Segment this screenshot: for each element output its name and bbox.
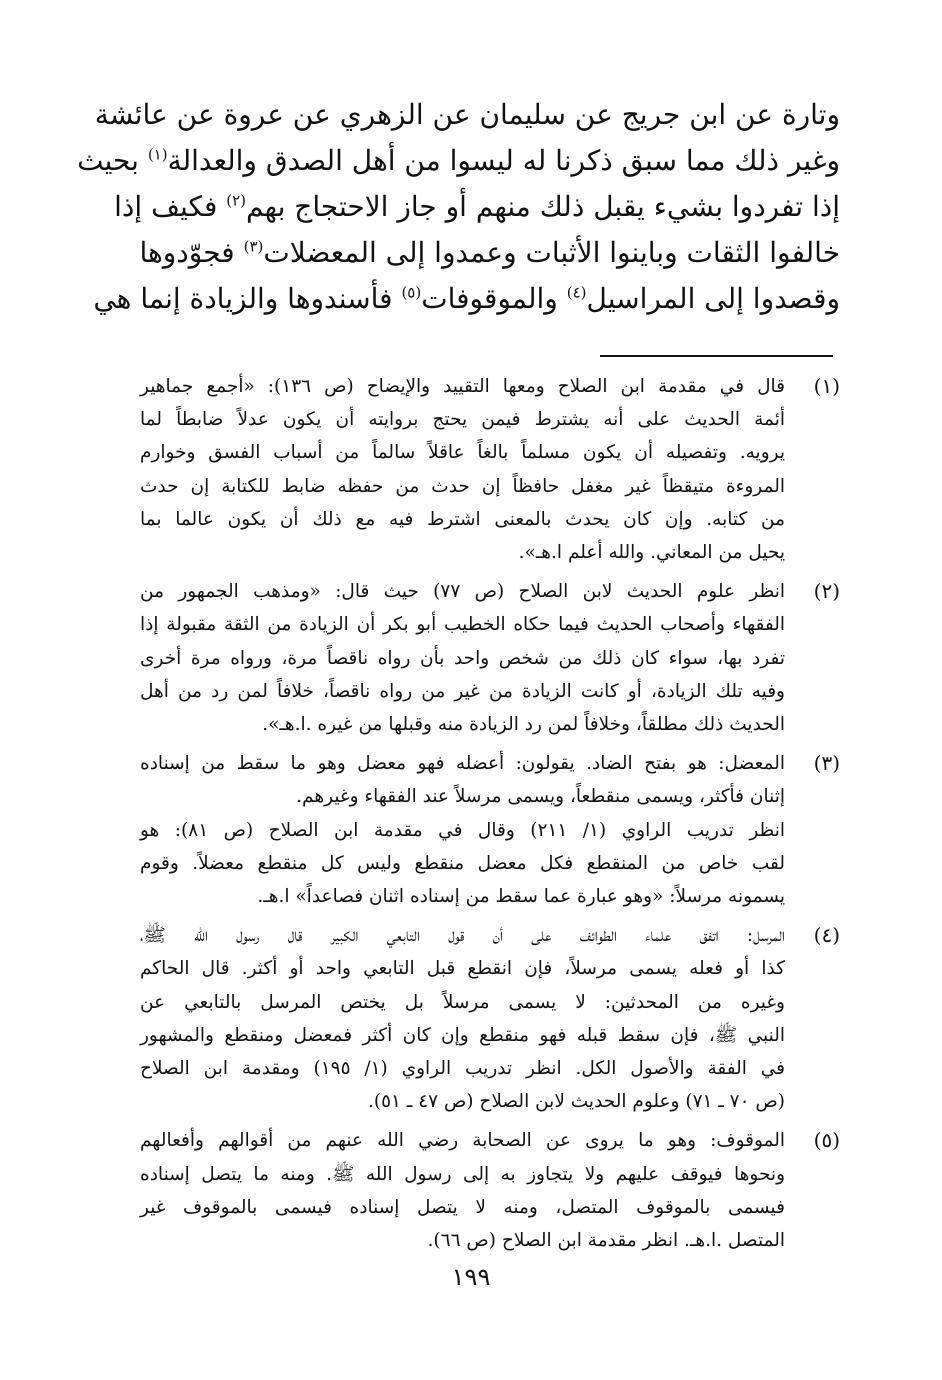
body-line: وغير ذلك مما سبق ذكرنا له ليسوا من أهل الصدق والعدالة$^{(١)}$ بحيث [77,144,840,177]
footnote-line: الحديث ذلك مطلقاً، وخلافاً لمن رد الزيادة منه وقبلها من غيره .ا.هـ». [262,714,785,736]
footnote-number: (٢) [813,579,840,604]
footnote-number: (٤) [813,923,840,948]
footnote-line: المعضل: هو بفتح الضاد. يقولون: أعضله فهو معضل وهو ما سقط من إسناده [140,753,785,775]
footnote-reference[interactable]: (٣) [243,237,264,256]
footnote-line: انظر تدريب الراوي (١/ ٢١١) وقال في مقدمة ابن الصلاح (ص ٨١): هو [140,819,785,841]
footnote-line: في الفقة والأصول الكل. انظر تدريب الراوي (١/ ١٩٥) ومقدمة ابن الصلاح [140,1058,785,1080]
footnote-line: النبي ﷺ، فإن سقط قبله فهو منقطع وإن كان أكثر فمعضل ومنقطع والمشهور [140,1024,785,1046]
footnote [140,1124,840,1257]
footnote-line: المتصل .ا.هـ. انظر مقدمة ابن الصلاح (ص ٦٦). [427,1230,785,1252]
page-number: ١٩٩ [451,1263,491,1291]
footnote-line: وفيه تلك الزيادة، أو كانت الزيادة من غير من رواه ناقصاً، خلافاً لمن رد من أهل [140,680,785,702]
footnote-line: الفقهاء وأصحاب الحديث فيما حكاه الخطيب أبو بكر أن الزيادة من الثقة مقبولة إذا [140,614,785,636]
footnote-line: يحيل من المعاني. والله أعلم ا.هـ». [518,542,785,564]
footnote-line: (ص ٧٠ ـ ٧١) وعلوم الحديث لابن الصلاح (ص ٤٧ ـ ٥١). [368,1091,785,1113]
footnote-line: ونحوها فيوقف عليهم ولا يتجاوز به إلى رسول الله ﷺ. ومنه ما يتصل إسناده [140,1163,785,1185]
footnote [140,575,840,741]
footnote-number: (٥) [813,1128,840,1153]
footnote-line: يسمونه مرسلاً: «وهو عبارة عما سقط من إسناده اثنان فصاعداً» ا.هـ. [257,886,785,908]
body-line: وتارة عن ابن جريج عن سليمان عن الزهري عن عروة عن عائشة [94,98,840,131]
footnote [140,747,840,913]
footnote [140,919,840,1118]
footnotes [140,370,840,1263]
footnote-line: إثنان فأكثر، ويسمى منقطعاً، ويسمى مرسلاً عند الفقهاء وغيرهم. [296,786,785,808]
footnote-line: الموقوف: وهو ما يروى عن الصحابة رضي الله عنهم من أقوالهم وأفعالهم [140,1130,785,1152]
body-line: إذا تفردوا بشيء يقبل ذلك منهم أو جاز الاحتجاج بهم$^{(٢)}$ فكيف إذا [114,190,840,223]
footnote-reference[interactable]: (٤) [566,283,587,302]
footnote-line: لقب خاص من المنقطع فكل معضل منقطع وليس كل منقطع معضلاً. وقوم [140,852,785,874]
footnote-line: أئمة الحديث على أنه يشترط فيمن يحتج بروايته أن يكون عدلاً ضابطاً لما [140,409,785,431]
footnote-line: انظر علوم الحديث لابن الصلاح (ص ٧٧) حيث قال: «ومذهب الجمهور من [140,581,785,603]
footnote-separator [600,355,833,357]
footnote-reference[interactable]: (٢) [226,191,247,210]
footnote-reference[interactable]: (١) [147,145,168,164]
footnote-number: (٣) [813,751,840,776]
footnote-number: (١) [813,374,840,398]
footnote-line: المروءة متيقظاً غير مغفل حافظاً إن حدث من حفظه ضابط للكتابة إن حدث [140,475,785,497]
footnote-line: قال في مقدمة ابن الصلاح ومعها التقييد والإيضاح (ص ١٣٦): «أجمع جماهير [140,376,786,397]
footnote-line: تفرد بها، سواء كان ذلك من شخص واحد بأن رواه ناقصاً مرة، ورواه مرة أخرى [140,647,785,669]
footnote-line: فيسمى بالموقوف المتصل، ومنه لا يتصل إسناده فيسمى بالموقوف غير [140,1196,785,1218]
footnote-line: وغيره من المحدثين: لا يسمى مرسلاً بل يختص المرسل بالتابعي عن [140,991,785,1013]
body-line: خالفوا الثقات وباينوا الأثبات وعمدوا إلى المعضلات$^{(٣)}$ فجوّدوها [139,236,840,269]
body-line: وقصدوا إلى المراسيل$^{(٤)}$ والموقوفات$^{(٥)}$ فأسندوها والزيادة إنما هي [93,282,840,315]
footnote [140,370,840,569]
footnote-line: المرسل: اتفق علماء الطوائف على أن قول التابعي الكبير قال رسول الله ﷺ، [140,925,785,947]
footnote-reference[interactable]: (٥) [401,283,422,302]
main-paragraph [77,92,840,322]
footnote-line: يرويه. وتفصيله أن يكون مسلماً بالغاً عاقلاً سالماً من أسباب الفسق وخوارم [140,442,785,464]
footnote-line: كذا أو فعله يسمى مرسلاً، فإن انقطع قبل التابعي واحد أو أكثر. قال الحاكم [140,958,785,980]
footnote-line: من كتابه. وإن كان يحدث بالمعنى اشترط فيه مع ذلك أن يكون عالما بما [140,508,785,530]
